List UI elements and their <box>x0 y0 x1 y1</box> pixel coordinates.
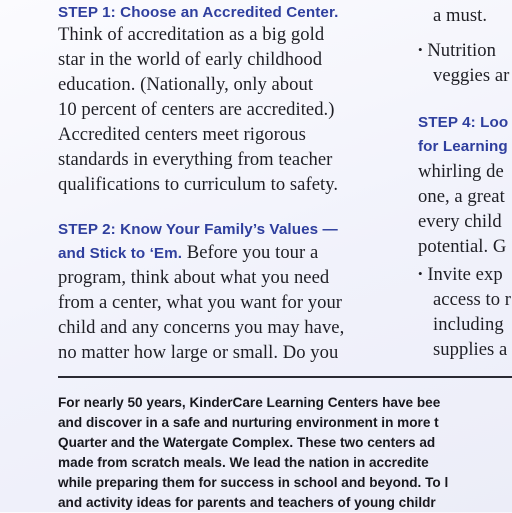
step2-text-line: from a center, what you want for your <box>58 292 343 313</box>
step2-text-line: child and any concerns you may have, <box>58 317 345 338</box>
section-divider <box>58 376 512 378</box>
invite-line: Invite exp <box>427 264 503 285</box>
step2-heading-continued <box>58 240 318 266</box>
nutrition-line: Nutrition <box>427 40 496 61</box>
step4-text-line: whirling de <box>418 161 504 182</box>
step1-text-line: star in the world of early childhood <box>58 49 323 70</box>
step4-text-line: one, a great <box>418 186 505 207</box>
step4-heading: STEP 4: Loo <box>418 114 509 131</box>
nutrition-line-continued: veggies ar <box>433 65 510 86</box>
bottom-paragraph-line: Quarter and the Watergate Complex. These two centers ad <box>58 435 436 450</box>
step1-text-line: standards in everything from teacher <box>58 149 333 170</box>
step1-text-line: Accredited centers meet rigorous <box>58 124 306 145</box>
bottom-paragraph-line: For nearly 50 years, KinderCare Learning Centers have bee <box>58 395 441 410</box>
step4-text-line: potential. G <box>418 236 507 257</box>
step2-heading-line2: and Stick to ‘Em. <box>58 245 183 262</box>
step1-text-line: 10 percent of centers are accredited.) <box>58 99 335 120</box>
step4-heading-line2: for Learning <box>418 138 508 155</box>
step1-text-line: education. (Nationally, only about <box>58 74 314 95</box>
step2-heading: STEP 2: Know Your Family’s Values — <box>58 221 338 238</box>
bullet-icon: • <box>418 266 423 281</box>
step2-text-line: program, think about what you need <box>58 267 330 288</box>
bottom-paragraph-line: and discover in a safe and nurturing environment in more t <box>58 415 439 430</box>
step1-text-line: qualifications to curriculum to safety. <box>58 174 339 195</box>
bottom-paragraph-line: while preparing them for success in school and beyond. To l <box>58 475 449 490</box>
invite-line-continued: including <box>433 314 504 335</box>
bullet-icon: • <box>418 42 423 57</box>
step2-text-start: Before you tour a <box>182 242 319 263</box>
step1-text-line: Think of accreditation as a big gold <box>58 24 325 45</box>
bottom-paragraph-line: and activity ideas for parents and teachers of young childr <box>58 495 436 510</box>
step1-heading: STEP 1: Choose an Accredited Center. <box>58 4 339 21</box>
step2-text-line: no matter how large or small. Do you <box>58 342 339 363</box>
nutrition-bullet-item <box>418 38 496 64</box>
bottom-paragraph-line: made from scratch meals. We lead the nation in accredite <box>58 455 429 470</box>
invite-line-continued: access to r <box>433 289 511 310</box>
invite-bullet-item <box>418 262 503 288</box>
right-text-line: a must. <box>433 5 488 26</box>
step4-text-line: every child <box>418 211 502 232</box>
invite-line-continued: supplies a <box>433 339 508 360</box>
